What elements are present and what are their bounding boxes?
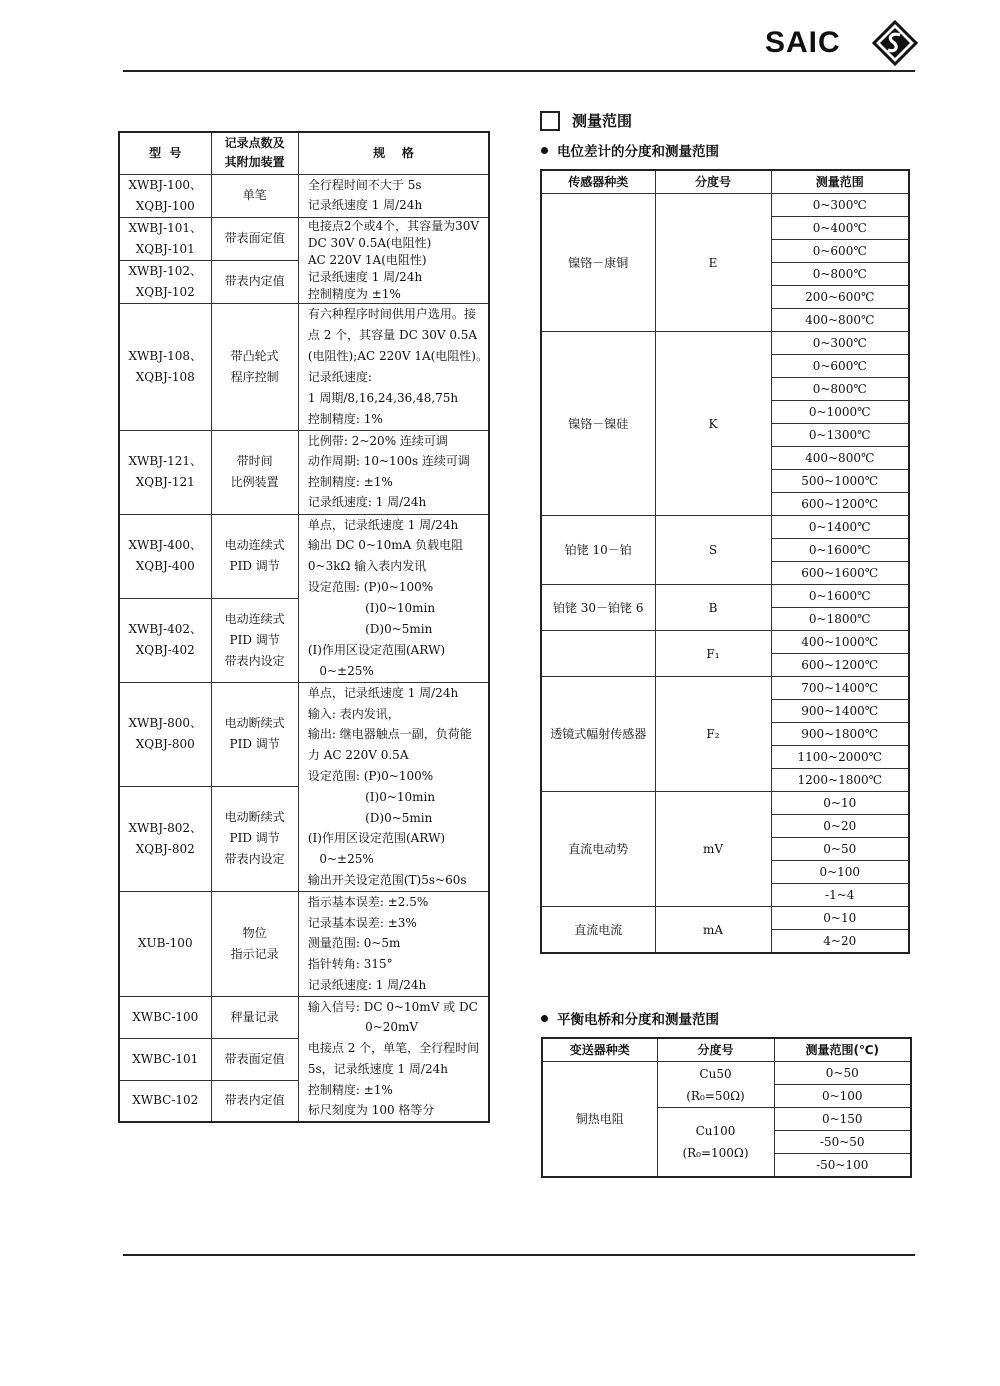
table-cell-range: -1~4	[771, 884, 909, 907]
table-cell-range: 600~1200℃	[771, 493, 909, 516]
spec-line: 单点，记录纸速度 1 周/24h	[307, 517, 459, 532]
table-cell-model: XWBC-100	[119, 996, 211, 1038]
table-cell-sensor: 镍铬－镍硅	[541, 332, 655, 516]
table-cell-model: XWBJ-121、 XQBJ-121	[119, 430, 211, 514]
table-cell-device: 带凸轮式 程序控制	[211, 303, 298, 430]
spec-line: (I)作用区设定范围(ARW)	[307, 831, 446, 846]
index-name: Cu50	[699, 1066, 732, 1081]
table-cell-range: -50~100	[774, 1154, 911, 1178]
spec-line: 控制精度: 1%	[307, 411, 383, 426]
table-cell-device: 带表内定值	[211, 260, 298, 303]
spec-line: 指示基本误差: ±2.5%	[307, 894, 429, 909]
header-sensor-type: 传感器种类	[541, 170, 655, 194]
table-cell-range: 900~1800℃	[771, 723, 909, 746]
table-cell-model: XWBC-102	[119, 1080, 211, 1122]
table-cell-range: 0~800℃	[771, 378, 909, 401]
table-cell-sensor: 铂铑 30－铂铑 6	[541, 585, 655, 631]
table-cell-model: XWBC-101	[119, 1038, 211, 1080]
table-cell-model: XWBJ-802、 XQBJ-802	[119, 787, 211, 891]
section-title-text: 测量范围	[572, 112, 633, 130]
table-cell-device: 带表内定值	[211, 1080, 298, 1122]
table-cell-range: 1200~1800℃	[771, 769, 909, 792]
table-row	[541, 585, 909, 608]
spec-line: 输出 DC 0~10mA 负载电阻	[307, 538, 464, 553]
header-device: 记录点数及 其附加装置	[211, 132, 298, 174]
header-model: 型 号	[119, 132, 211, 174]
spec-line: 记录纸速度 1 周/24h	[307, 269, 423, 284]
spec-line: 输入: 表内发讯，	[307, 706, 400, 721]
table-cell-range: 0~1600℃	[771, 585, 909, 608]
model-spec-table	[118, 131, 490, 1123]
spec-line: 0~3kΩ 输入表内发讯	[307, 559, 427, 574]
table-cell-device: 秤量记录	[211, 996, 298, 1038]
table-cell-spec	[298, 430, 489, 514]
table-cell-spec	[298, 174, 489, 217]
checkbox-square-icon	[540, 111, 560, 131]
spec-line: 1 周期/8,16,24,36,48,75h	[307, 390, 459, 405]
table-cell-range: 0~600℃	[771, 355, 909, 378]
table-row	[541, 194, 909, 217]
table-cell-device: 电动断续式 PID 调节	[211, 682, 298, 786]
index-resistance: (R₀=50Ω)	[686, 1088, 745, 1103]
spec-line: 测量范围: 0~5m	[307, 936, 401, 951]
spec-line: 标尺刻度为 100 格等分	[307, 1103, 435, 1118]
table-cell-sensor	[541, 631, 655, 677]
header-measure-range: 测量范围(℃)	[774, 1038, 911, 1062]
table-cell-range: 0~10	[771, 792, 909, 815]
table-cell-index	[657, 1062, 774, 1108]
table-header-row	[541, 170, 909, 194]
subsection-heading	[541, 140, 719, 160]
spec-line: 控制精度为 ±1%	[307, 286, 401, 301]
table-cell-range: 400~800℃	[771, 447, 909, 470]
table-cell-range: 0~1300℃	[771, 424, 909, 447]
table-cell-range: 0~100	[774, 1085, 911, 1108]
table-cell-spec	[298, 891, 489, 996]
table-cell-range: 500~1000℃	[771, 470, 909, 493]
table-cell-device: 带表面定值	[211, 1038, 298, 1080]
table-cell-index: E	[655, 194, 771, 332]
table-cell-index: mV	[655, 792, 771, 907]
table-cell-index: S	[655, 516, 771, 585]
header-spec: 规 格	[298, 132, 489, 174]
table-cell-model: XWBJ-402、 XQBJ-402	[119, 598, 211, 682]
saic-logo-icon	[872, 20, 918, 66]
table-cell-range: 400~800℃	[771, 309, 909, 332]
table-cell-index: mA	[655, 907, 771, 954]
table-cell-device: 物位 指示记录	[211, 891, 298, 996]
spec-line: 有六种程序时间供用户选用。接	[307, 306, 476, 321]
table-cell-index	[657, 1108, 774, 1178]
table-cell-range: 4~20	[771, 930, 909, 954]
spec-line: (D)0~5min	[307, 622, 433, 637]
spec-line: 设定范围: (P)0~100%	[307, 580, 434, 595]
spec-line: 输出: 继电器触点一副，负荷能	[307, 727, 472, 742]
header-transmitter-type: 变送器种类	[542, 1038, 657, 1062]
table-cell-sensor: 直流电动势	[541, 792, 655, 907]
table-row	[541, 332, 909, 355]
table-cell-spec	[298, 217, 489, 303]
table-cell-model: XWBJ-102、 XQBJ-102	[119, 260, 211, 303]
table-cell-device: 电动断续式 PID 调节 带表内设定	[211, 787, 298, 891]
spec-line: 记录纸速度: 1 周/24h	[307, 977, 427, 992]
potentiometer-range-table	[540, 169, 910, 954]
header-index-number: 分度号	[657, 1038, 774, 1062]
spec-line: 控制精度: ±1%	[307, 474, 393, 489]
table-cell-index: B	[655, 585, 771, 631]
table-cell-range: 0~20	[771, 815, 909, 838]
spec-line: 0~20mV	[307, 1020, 419, 1035]
table-cell-sensor: 铂铑 10－铂	[541, 516, 655, 585]
table-cell-index: K	[655, 332, 771, 516]
spec-line: 电接点2个或4个，其容量为30V	[307, 218, 480, 233]
table-cell-device: 带时间 比例装置	[211, 430, 298, 514]
table-row	[541, 907, 909, 930]
table-cell-model: XWBJ-100、 XQBJ-100	[119, 174, 211, 217]
table-cell-model: XWBJ-108、 XQBJ-108	[119, 303, 211, 430]
table-cell-range: -50~50	[774, 1131, 911, 1154]
table-cell-range: 700~1400℃	[771, 677, 909, 700]
table-cell-range: 0~300℃	[771, 194, 909, 217]
table-cell-range: 0~1400℃	[771, 516, 909, 539]
table-cell-sensor: 镍铬－康铜	[541, 194, 655, 332]
section-title	[540, 110, 632, 131]
footer-rule	[123, 1254, 915, 1256]
table-cell-range: 0~100	[771, 861, 909, 884]
table-cell-device: 单笔	[211, 174, 298, 217]
table-cell-spec	[298, 682, 489, 891]
table-cell-spec	[298, 996, 489, 1122]
spec-line: 记录纸速度: 1 周/24h	[307, 495, 427, 509]
header-measure-range: 测量范围	[771, 170, 909, 194]
table-cell-range: 600~1600℃	[771, 562, 909, 585]
spec-line: 0~±25%	[307, 852, 374, 867]
spec-line: 电接点 2 个，单笔，全行程时间	[307, 1041, 480, 1056]
table-cell-sensor: 铜热电阻	[542, 1062, 657, 1178]
table-cell-device: 带表面定值	[211, 217, 298, 260]
spec-line: 输出开关设定范围(T)5s~60s	[307, 872, 467, 887]
header-index-number: 分度号	[655, 170, 771, 194]
spec-line: (D)0~5min	[307, 810, 433, 825]
table-cell-model: XWBJ-101、 XQBJ-101	[119, 217, 211, 260]
spec-line: 比例带: 2~20% 连续可调	[307, 433, 448, 448]
table-cell-range: 0~1800℃	[771, 608, 909, 631]
table-cell-range: 0~150	[774, 1108, 911, 1131]
table-cell-range: 0~600℃	[771, 240, 909, 263]
table-cell-range: 1100~2000℃	[771, 746, 909, 769]
table-cell-range: 900~1400℃	[771, 700, 909, 723]
spec-line: 全行程时间不大于 5s	[307, 177, 422, 192]
spec-line: 控制精度: ±1%	[307, 1082, 393, 1097]
spec-line: 5s，记录纸速度 1 周/24h	[307, 1061, 448, 1076]
table-row	[542, 1062, 911, 1085]
spec-line: (I)0~10min	[307, 789, 436, 804]
spec-line: 点 2 个，其容量 DC 30V 0.5A	[307, 327, 478, 342]
index-resistance: (R₀=100Ω)	[682, 1146, 749, 1160]
table-cell-device: 电动连续式 PID 调节 带表内设定	[211, 598, 298, 682]
spec-line: 0~±25%	[307, 663, 374, 678]
spec-line: 记录纸速度:	[307, 369, 372, 384]
table-cell-range: 0~1600℃	[771, 539, 909, 562]
table-row	[541, 516, 909, 539]
table-cell-range: 600~1200℃	[771, 654, 909, 677]
table-cell-model: XUB-100	[119, 891, 211, 996]
spec-line: 单点，记录纸速度 1 周/24h	[307, 685, 459, 700]
table-cell-range: 0~10	[771, 907, 909, 930]
spec-line: AC 220V 1A(电阻性)	[307, 252, 427, 267]
index-name: Cu100	[695, 1124, 736, 1138]
bridge-range-table	[541, 1037, 912, 1178]
subsection-heading-text: 电位差计的分度和测量范围	[557, 144, 719, 160]
table-cell-range: 0~50	[774, 1062, 911, 1085]
spec-line: 动作周期: 10~100s 连续可调	[307, 454, 470, 468]
brand-logo-text: SAIC	[765, 26, 841, 59]
table-row	[541, 631, 909, 654]
table-cell-spec	[298, 514, 489, 682]
table-cell-range: 0~300℃	[771, 332, 909, 355]
table-cell-range: 0~1000℃	[771, 401, 909, 424]
table-cell-index: F₂	[655, 677, 771, 792]
header-rule	[123, 70, 915, 72]
table-cell-device: 电动连续式 PID 调节	[211, 514, 298, 598]
subsection-heading-text: 平衡电桥和分度和测量范围	[557, 1012, 719, 1028]
table-cell-range: 200~600℃	[771, 286, 909, 309]
spec-line: DC 30V 0.5A(电阻性)	[307, 235, 432, 250]
table-cell-range: 400~1000℃	[771, 631, 909, 654]
spec-line: 设定范围: (P)0~100%	[307, 768, 434, 783]
spec-line: (I)0~10min	[307, 601, 436, 616]
spec-line: 力 AC 220V 0.5A	[307, 748, 409, 763]
bullet-icon	[541, 1015, 548, 1022]
table-cell-range: 0~50	[771, 838, 909, 861]
spec-line: 指针转角: 315°	[307, 957, 393, 972]
table-cell-spec	[298, 303, 489, 430]
bullet-icon	[541, 147, 548, 154]
table-cell-sensor: 透镜式幅射传感器	[541, 677, 655, 792]
spec-line: (电阻性);AC 220V 1A(电阻性)。	[307, 348, 488, 363]
table-row	[541, 792, 909, 815]
table-cell-sensor: 直流电流	[541, 907, 655, 954]
table-row	[541, 677, 909, 700]
table-cell-index: F₁	[655, 631, 771, 677]
table-cell-model: XWBJ-800、 XQBJ-800	[119, 682, 211, 786]
table-cell-range: 0~400℃	[771, 217, 909, 240]
spec-line: 输入信号: DC 0~10mV 或 DC	[307, 999, 478, 1014]
table-cell-range: 0~800℃	[771, 263, 909, 286]
spec-line: (I)作用区设定范围(ARW)	[307, 642, 446, 657]
spec-line: 记录纸速度 1 周/24h	[307, 197, 423, 212]
table-header-row	[542, 1038, 911, 1062]
spec-line: 记录基本误差: ±3%	[307, 915, 417, 930]
subsection-heading	[541, 1008, 719, 1028]
table-cell-model: XWBJ-400、 XQBJ-400	[119, 514, 211, 598]
